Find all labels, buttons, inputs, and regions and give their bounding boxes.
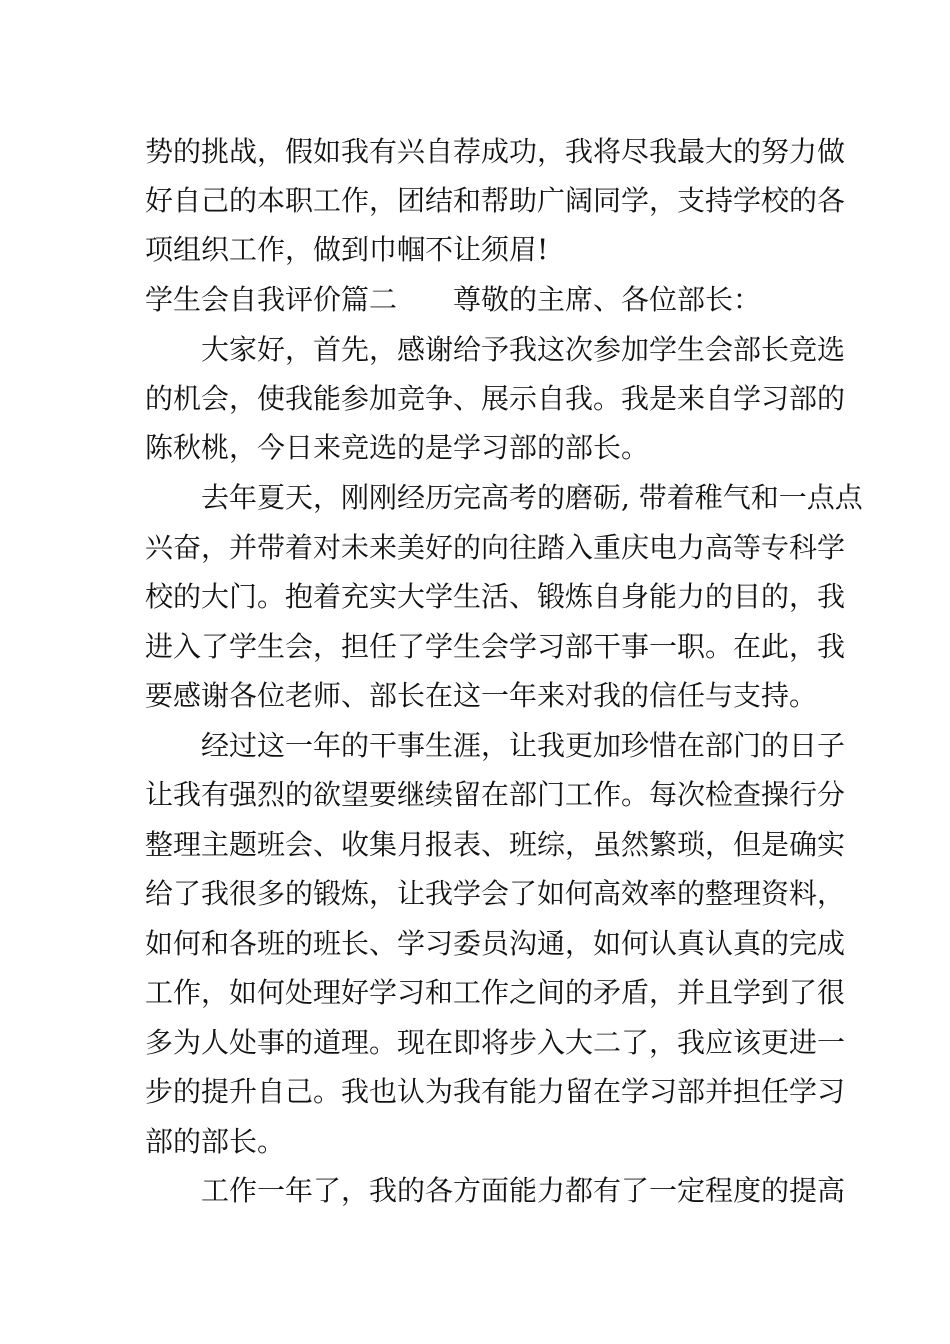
paragraph-line: 势的挑战，假如我有兴自荐成功，我将尽我最大的努力做 <box>145 135 846 168</box>
paragraph-line: 部的部长。 <box>145 1125 286 1158</box>
paragraph-line: 工作，如何处理好学习和工作之间的矛盾，并且学到了很 <box>145 976 846 1009</box>
section-title: 学生会自我评价篇二 <box>145 283 398 316</box>
section-heading-line <box>145 283 761 317</box>
paragraph-line: 整理主题班会、收集月报表、班综，虽然繁琐，但是确实 <box>145 828 846 861</box>
paragraph-line: 陈秋桃，今日来竞选的是学习部的部长。 <box>145 431 650 464</box>
paragraph-line: 让我有强烈的欲望要继续留在部门工作。每次检查操行分 <box>145 778 846 811</box>
paragraph-line: 给了我很多的锻炼，让我学会了如何高效率的整理资料， <box>145 877 846 910</box>
paragraph-line: 如何和各班的班长、学习委员沟通，如何认真认真的完成 <box>145 927 846 960</box>
paragraph-line: 进入了学生会，担任了学生会学习部干事一职。在此，我 <box>145 630 846 663</box>
paragraph-line: 项组织工作，做到巾帼不让须眉! <box>145 233 549 266</box>
paragraph-line: 好自己的本职工作，团结和帮助广阔同学，支持学校的各 <box>145 184 846 217</box>
paragraph-line: 经过这一年的干事生涯，让我更加珍惜在部门的日子 <box>201 729 846 762</box>
paragraph-line: 校的大门。抱着充实大学生活、锻炼自身能力的目的，我 <box>145 580 846 613</box>
paragraph-line: 大家好，首先，感谢给予我这次参加学生会部长竞选 <box>201 333 846 366</box>
paragraph-line: 去年夏天，刚刚经历完高考的磨砺, 带着稚气和一点点 <box>201 481 863 514</box>
paragraph-line: 步的提升自己。我也认为我有能力留在学习部并担任学习 <box>145 1075 846 1108</box>
paragraph-line: 多为人处事的道理。现在即将步入大二了，我应该更进一 <box>145 1026 846 1059</box>
paragraph-line: 工作一年了，我的各方面能力都有了一定程度的提高 <box>201 1174 846 1207</box>
paragraph-line: 要感谢各位老师、部长在这一年来对我的信任与支持。 <box>145 679 818 712</box>
paragraph-line: 兴奋，并带着对未来美好的向往踏入重庆电力高等专科学 <box>145 531 846 564</box>
paragraph-line: 的机会，使我能参加竞争、展示自我。我是来自学习部的 <box>145 382 846 415</box>
salutation: 尊敬的主席、各位部长： <box>453 283 762 316</box>
